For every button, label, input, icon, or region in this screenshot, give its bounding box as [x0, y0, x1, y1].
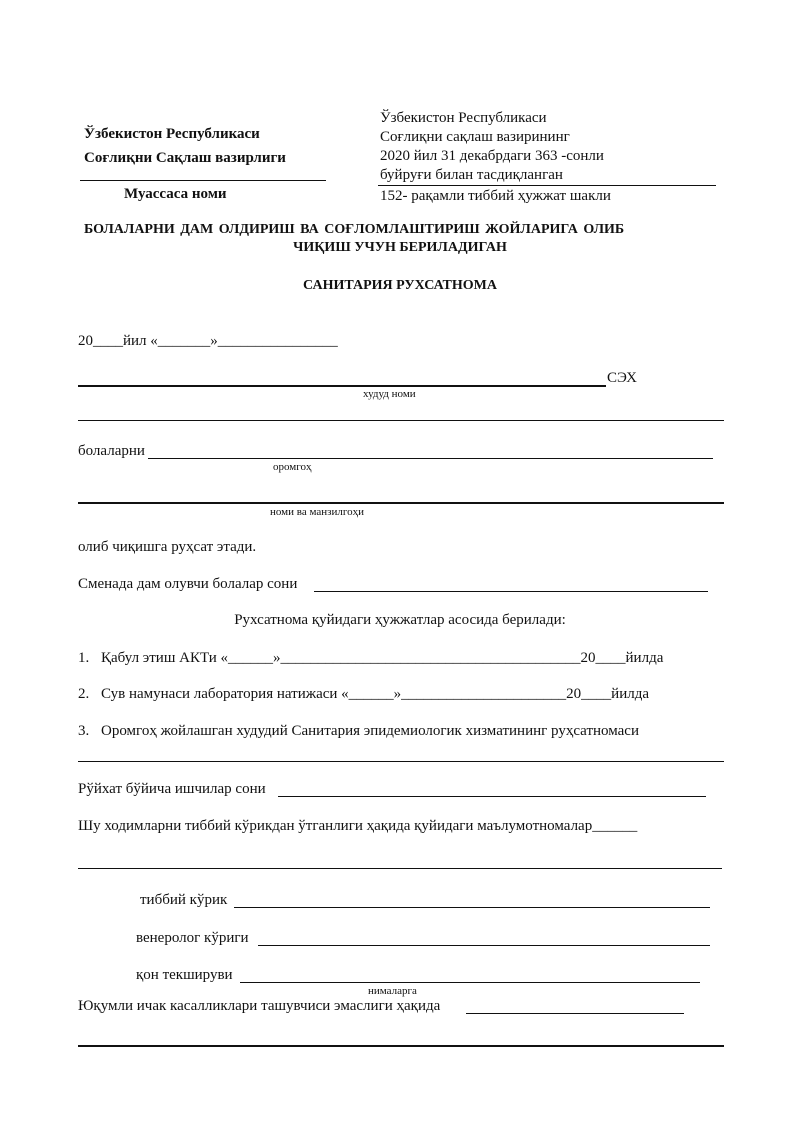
- title-line-1: БОЛАЛАРНИ ДАМ ОЛДИРИШ ВА СОҒЛОМЛАШТИРИШ ЖОЙЛАРИГА ОЛИБ: [84, 222, 625, 237]
- ses-suffix: СЭХ: [607, 370, 637, 386]
- bottom-line[interactable]: [78, 1045, 724, 1047]
- blank-line-1[interactable]: [78, 420, 724, 421]
- name-address-caption: номи ва манзилгоҳи: [270, 506, 364, 518]
- institution-label: Муассаса номи: [124, 186, 227, 202]
- title-line-2: ЧИҚИШ УЧУН БЕРИЛАДИГАН: [293, 240, 507, 255]
- intestinal-line[interactable]: [466, 1013, 684, 1014]
- approval-line-3: 2020 йил 31 декабрдаги 363 -сонли: [380, 148, 604, 164]
- ministry-country: Ўзбекистон Республикаси: [84, 126, 260, 142]
- venereal-exam-line[interactable]: [258, 945, 710, 946]
- camp-caption: оромгоҳ: [273, 461, 312, 473]
- approval-line-4: буйруғи билан тасдиқланган: [380, 167, 563, 183]
- region-caption: худуд номи: [363, 388, 416, 400]
- medical-exam-line[interactable]: [234, 907, 710, 908]
- item-3-text: Оромгоҳ жойлашган худудий Санитария эпидемиологик хизматининг руҳсатномаси: [101, 723, 639, 739]
- basis-text: Рухсатнома қуйидаги ҳужжатлар асосида берилади:: [234, 612, 566, 628]
- staff-count-line[interactable]: [278, 796, 706, 797]
- medical-exam-label: тиббий кўрик: [140, 892, 228, 908]
- medical-certs-label[interactable]: Шу ходимларни тиббий кўрикдан ўтганлиги ҳақида қуйидаги маълумотномалар______: [78, 818, 638, 834]
- shift-count-line[interactable]: [314, 591, 708, 592]
- item-2-number: 2.: [78, 686, 90, 702]
- item-1-number: 1.: [78, 650, 90, 666]
- form-number: 152- рақамли тиббий ҳужжат шакли: [380, 188, 611, 204]
- document-subtitle: САНИТАРИЯ РУХСАТНОМА: [303, 278, 497, 293]
- item-1-text[interactable]: Қабул этиш АКТи «______»________________________________________20____йилда: [101, 650, 664, 666]
- item-2-text[interactable]: Сув намунаси лаборатория натижаси «______»______________________20____йилда: [101, 686, 650, 702]
- staff-count-label: Рўйхат бўйича ишчилар сони: [78, 781, 266, 797]
- date-field[interactable]: 20____йил «_______»________________: [78, 333, 338, 349]
- for-whom-caption: нималарга: [368, 985, 417, 997]
- children-camp-line[interactable]: [148, 458, 713, 459]
- intestinal-label: Юқумли ичак касалликлари ташувчиси эмаслиги ҳақида: [78, 998, 441, 1014]
- approval-line-2: Соғлиқни сақлаш вазирининг: [380, 129, 570, 145]
- camp-address-line[interactable]: [78, 502, 724, 504]
- medical-certs-line[interactable]: [78, 868, 722, 869]
- institution-name-line: [80, 180, 326, 181]
- blood-test-label: қон текшируви: [136, 967, 233, 983]
- item-3-number: 3.: [78, 723, 90, 739]
- approval-line-1: Ўзбекистон Республикаси: [380, 110, 547, 126]
- approval-divider: [378, 185, 716, 186]
- blood-test-line[interactable]: [240, 982, 700, 983]
- shift-count-label: Сменада дам олувчи болалар сони: [78, 576, 298, 592]
- permit-text: олиб чиқишга руҳсат этади.: [78, 539, 257, 555]
- item-3-line[interactable]: [78, 761, 724, 762]
- region-name-line[interactable]: [78, 385, 606, 387]
- children-label: болаларни: [78, 443, 145, 459]
- ministry-name: Соғлиқни Сақлаш вазирлиги: [84, 150, 286, 166]
- venereal-exam-label: венеролог кўриги: [136, 930, 249, 946]
